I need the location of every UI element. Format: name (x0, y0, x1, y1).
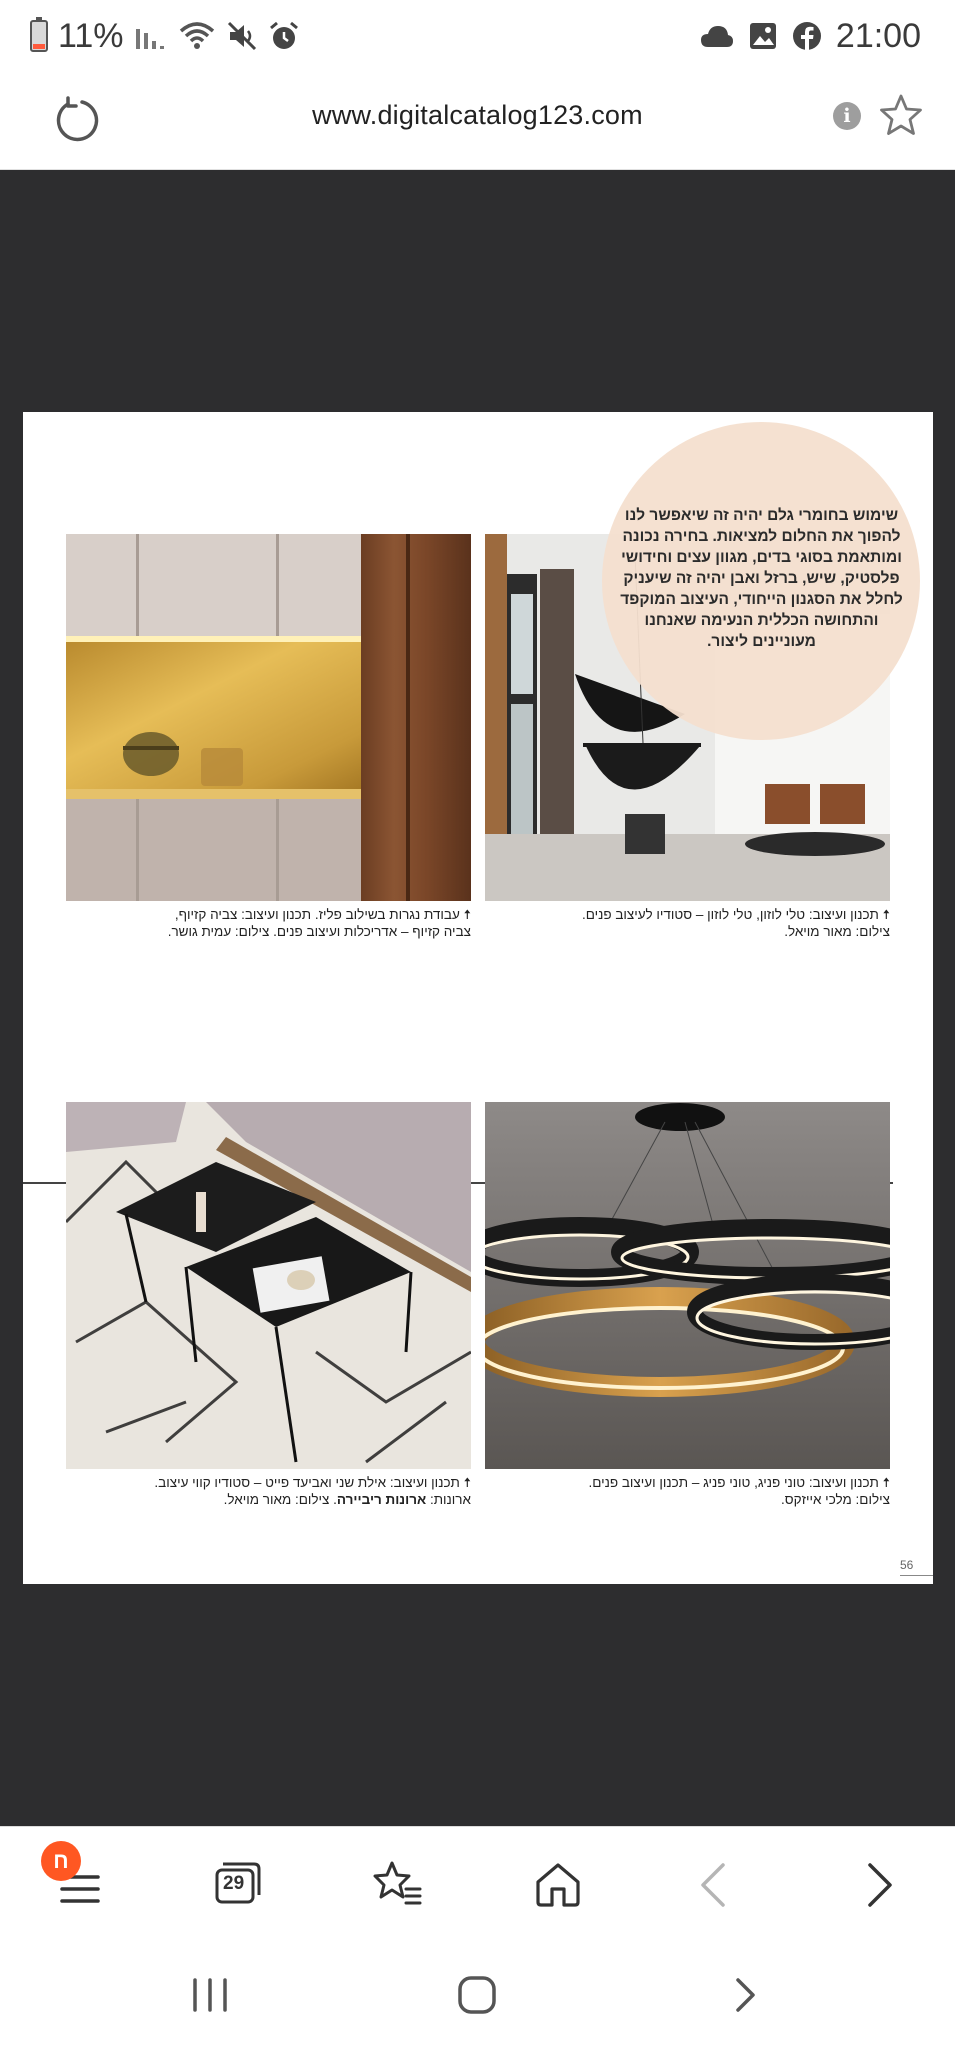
cloud-icon (700, 23, 734, 49)
clock: 21:00 (835, 16, 921, 55)
caption-line: צביה קזיוף – אדריכלות ועיצוב פנים. צילום: עמית גושר. (167, 924, 471, 939)
quote-text: שימוש בחומרי גלם יהיה זה שיאפשר לנו להפוך את החלום למציאות. בחירה נכונה ומותאמת בסוגי בדים, מגוון עצים וחידושי פלסטיק, שיש, ברזל ואבן יהיה זה שיעניק לחלל את הסגנון הייחודי, העיצוב המוקפד והתחושה הכללית הנעימה שאנחנו מעוניינים ליצור. (620, 507, 903, 650)
system-navigation (0, 1938, 955, 2048)
back-icon[interactable] (685, 1855, 745, 1915)
caption-text: . צילום: מאור מויאל. (223, 1492, 337, 1507)
address-bar (0, 70, 955, 170)
home-button-icon[interactable] (452, 1970, 502, 2020)
photo-ring-lights (485, 1102, 890, 1469)
caption-line: צילום: מאור מויאל. (784, 924, 890, 939)
catalog-viewer[interactable] (0, 171, 955, 1826)
gallery-icon (748, 21, 778, 51)
status-bar (0, 0, 955, 70)
battery-percent: 11% (58, 16, 124, 55)
caption-bottom-right (485, 1474, 890, 1508)
caption-line: צילום: מלכי אייזקס. (781, 1492, 890, 1507)
caption-line: 🠅 תכנון ועיצוב: טוני פניג, טוני פניג – תכנון ועיצוב פנים. (588, 1475, 890, 1490)
caption-top-left (66, 906, 471, 940)
battery-icon (30, 20, 48, 52)
facebook-icon (792, 21, 822, 51)
signal-icon (134, 19, 168, 53)
page-number: 56 (900, 1558, 933, 1576)
caption-bottom-left (66, 1474, 471, 1508)
caption-bold-text: ארונות ריביירה (336, 1492, 427, 1507)
star-icon[interactable] (877, 92, 925, 140)
tabs-count: 29 (223, 1873, 245, 1894)
home-icon[interactable] (528, 1855, 588, 1915)
caption-line: 🠅 עבודת נגרות בשילוב פליז. תכנון ועיצוב: צביה קזיוף, (174, 907, 471, 922)
caption-line (66, 1491, 471, 1508)
caption-text: ארונות: (426, 1492, 471, 1507)
photo-coffee-tables (66, 1102, 471, 1469)
caption-top-right (485, 906, 890, 940)
bookmarks-icon[interactable] (368, 1855, 428, 1915)
recent-apps-icon[interactable] (185, 1970, 235, 2020)
catalog-page (23, 412, 933, 1584)
url-text[interactable]: www.digitalcatalog123.com (312, 100, 643, 130)
caption-line: 🠅 תכנון ועיצוב: אילת שני ואביעד פייט – סטודיו קווי עיצוב. (154, 1475, 471, 1490)
photo-brass-shelf (66, 534, 471, 901)
caption-line: 🠅 תכנון ועיצוב: טלי לוזון, טלי לוזון – סטודיו לעיצוב פנים. (581, 907, 890, 922)
forward-icon[interactable] (848, 1855, 908, 1915)
system-back-icon[interactable] (720, 1970, 770, 2020)
info-icon[interactable]: i (833, 102, 861, 130)
menu-badge: ח (41, 1841, 81, 1881)
wifi-icon (178, 19, 216, 53)
browser-toolbar (0, 1826, 955, 1938)
alarm-icon (268, 20, 300, 52)
reload-icon[interactable] (52, 96, 100, 144)
mute-icon (226, 20, 258, 52)
